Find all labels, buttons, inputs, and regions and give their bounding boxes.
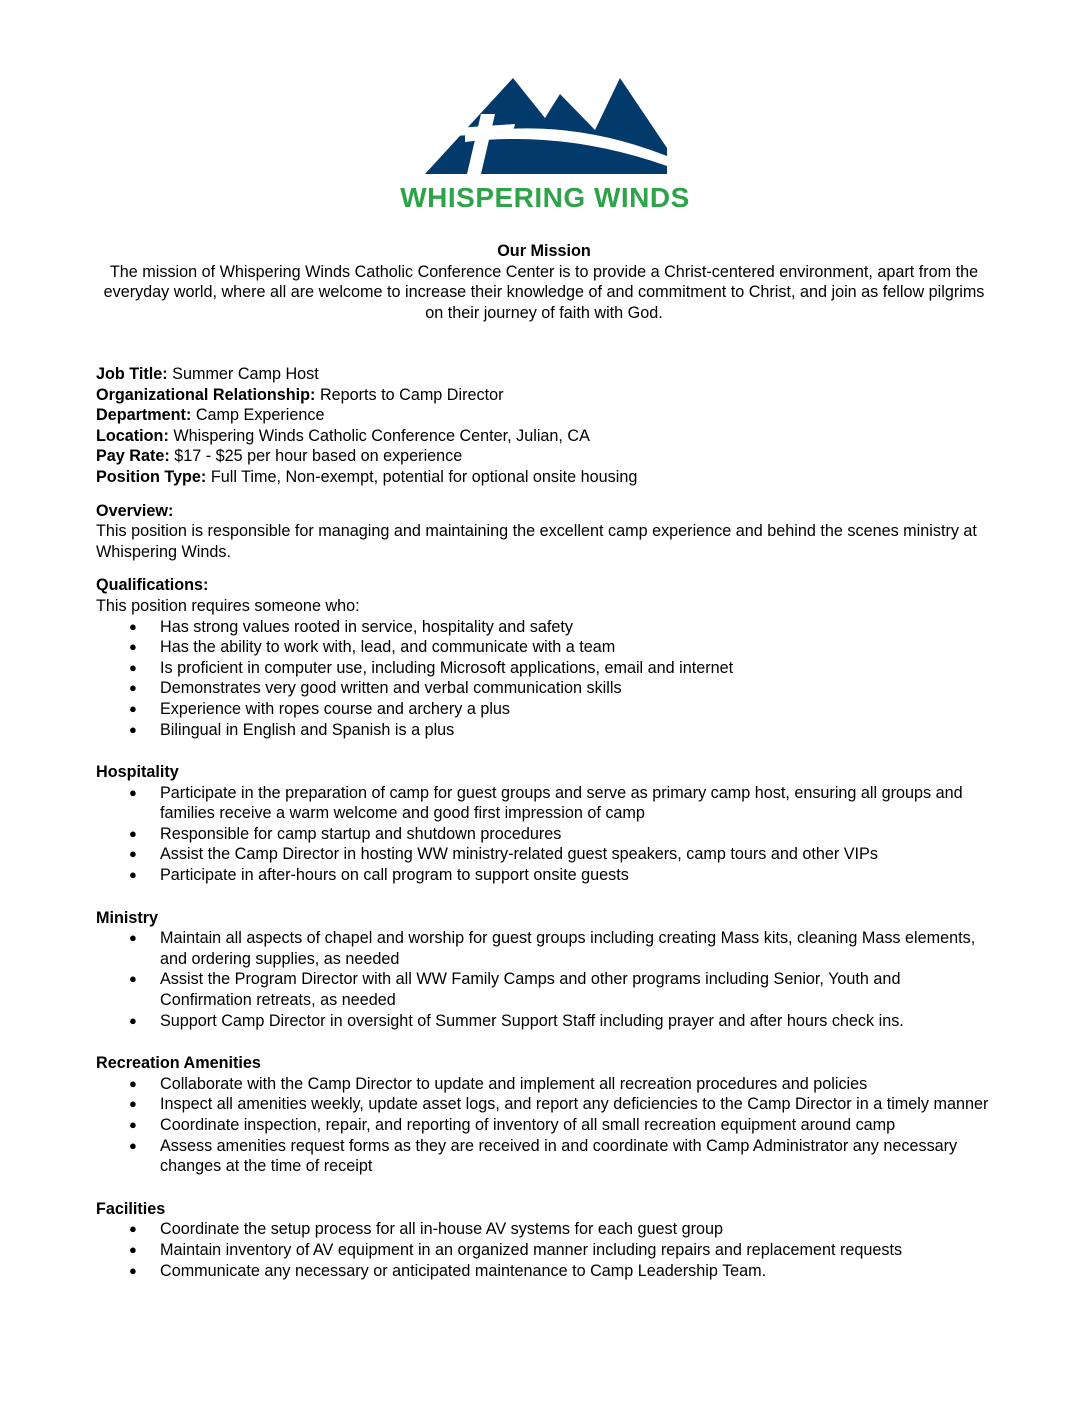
list-item-text: Assess amenities request forms as they are received in and coordinate with Camp Administrator any necessary changes at the time of receipt (160, 1136, 958, 1176)
job-fields (96, 364, 996, 488)
field-label: Job Title: (96, 365, 168, 383)
bullet-icon: ● (129, 1012, 137, 1028)
bullet-icon: ● (129, 971, 137, 987)
list-item (96, 1261, 996, 1282)
list-item-text: Demonstrates very good written and verbal communication skills (160, 679, 622, 698)
qualifications-title: Qualifications: (96, 576, 209, 595)
list-item-text: Bilingual in English and Spanish is a plus (160, 720, 455, 739)
list-item-text: Assist the Program Director with all WW Family Camps and other programs including Senior, Youth and Confirmation retreats, as needed (160, 970, 901, 1010)
bullet-icon: ● (129, 846, 137, 862)
bullet-icon: ● (129, 1241, 137, 1257)
list-item-text: Has strong values rooted in service, hospitality and safety (160, 617, 573, 636)
list-item (96, 844, 996, 865)
list-item-text: Support Camp Director in oversight of Summer Support Staff including prayer and after hours check ins. (160, 1011, 904, 1030)
field-label: Department: (96, 406, 192, 425)
field-value: Reports to Camp Director (315, 385, 504, 404)
overview-body: This position is responsible for managing and maintaining the excellent camp experience and behind the scenes ministry at Whispering Winds. (96, 522, 977, 561)
ministry-list (96, 928, 996, 1031)
bullet-icon: ● (129, 1221, 137, 1237)
list-item (96, 1240, 996, 1261)
list-item (96, 658, 996, 679)
list-item (96, 617, 996, 638)
field-value: Camp Experience (191, 406, 325, 425)
list-item-text: Coordinate inspection, repair, and reporting of inventory of all small recreation equipment around camp (160, 1116, 896, 1134)
list-item-text: Participate in after-hours on call program to support onsite guests (160, 866, 629, 885)
list-item (96, 1115, 996, 1136)
qualifications-list (96, 617, 996, 741)
field-value: Full Time, Non-exempt, potential for optional onsite housing (206, 467, 638, 486)
field-department (96, 405, 996, 426)
list-item (96, 678, 996, 699)
ministry-title: Ministry (96, 908, 159, 927)
bullet-icon: ● (129, 680, 137, 696)
overview-title: Overview: (96, 501, 174, 520)
mission-body: The mission of Whispering Winds Catholic Conference Center is to provide a Christ-centered environment, apart from the everyday world, where all are welcome to increase their knowledge of and commitment to Christ, and join as fellow pilgrims on their journey of faith with God. (103, 262, 985, 322)
bullet-icon: ● (129, 721, 137, 737)
list-item-text: Is proficient in computer use, including Microsoft applications, email and internet (160, 658, 734, 677)
bullet-icon: ● (129, 867, 137, 883)
field-pay-rate (96, 446, 996, 467)
list-item-text: Assist the Camp Director in hosting WW ministry-related guest speakers, camp tours and other VIPs (160, 845, 878, 864)
recreation-list (96, 1074, 996, 1177)
list-item (96, 783, 996, 824)
facilities-list (96, 1219, 996, 1281)
overview-section (96, 501, 996, 563)
field-organizational-relationship (96, 385, 996, 406)
bullet-icon: ● (129, 930, 137, 946)
bullet-icon: ● (129, 825, 137, 841)
qualifications-section (96, 575, 996, 740)
hospitality-title: Hospitality (96, 763, 179, 782)
field-job-title (96, 364, 996, 385)
bullet-icon: ● (129, 659, 137, 675)
field-label: Location: (96, 426, 169, 445)
recreation-section (96, 1053, 996, 1177)
list-item (96, 1219, 996, 1240)
field-value: Whispering Winds Catholic Conference Center, Julian, CA (168, 426, 590, 445)
list-item-text: Maintain inventory of AV equipment in an organized manner including repairs and replacement requests (160, 1240, 903, 1259)
ministry-section (96, 908, 996, 1032)
facilities-section (96, 1199, 996, 1281)
recreation-title: Recreation Amenities (96, 1054, 261, 1073)
list-item-text: Collaborate with the Camp Director to update and implement all recreation procedures and policies (160, 1074, 868, 1093)
list-item (96, 928, 996, 969)
bullet-icon: ● (129, 1096, 137, 1112)
field-value: $17 - $25 per hour based on experience (169, 447, 463, 466)
list-item-text: Participate in the preparation of camp for guest groups and serve as primary camp host, ensuring all groups and families receive a warm welcome and good first impression of camp (160, 783, 963, 823)
list-item-text: Maintain all aspects of chapel and worship for guest groups including creating Mass kits, cleaning Mass elements, and ordering supplies, as needed (160, 929, 976, 968)
whispering-winds-logo (395, 74, 695, 218)
field-location (96, 426, 996, 447)
list-item (96, 1011, 996, 1032)
bullet-icon: ● (129, 1262, 137, 1278)
list-item (96, 1094, 996, 1115)
list-item-text: Inspect all amenities weekly, update asset logs, and report any deficiencies to the Camp Director in a timely manner (160, 1095, 989, 1114)
list-item (96, 865, 996, 886)
bullet-icon: ● (129, 618, 137, 634)
list-item (96, 824, 996, 845)
field-label: Position Type: (96, 467, 207, 486)
list-item (96, 969, 996, 1010)
job-description (96, 364, 996, 1281)
bullet-icon: ● (129, 1117, 137, 1132)
field-label: Organizational Relationship: (96, 385, 316, 404)
logo-wordmark: WHISPERING WINDS (400, 182, 690, 213)
list-item-text: Coordinate the setup process for all in-house AV systems for each guest group (160, 1220, 723, 1239)
list-item-text: Has the ability to work with, lead, and communicate with a team (160, 638, 616, 657)
mission-section (96, 241, 992, 323)
bullet-icon: ● (129, 700, 137, 716)
list-item-text: Experience with ropes course and archery a plus (160, 699, 511, 718)
list-item-text: Responsible for camp startup and shutdown procedures (160, 824, 562, 843)
bullet-icon: ● (129, 1137, 137, 1153)
list-item (96, 699, 996, 720)
field-value: Summer Camp Host (167, 365, 319, 383)
list-item (96, 1074, 996, 1095)
list-item (96, 720, 996, 741)
qualifications-intro: This position requires someone who: (96, 596, 360, 615)
bullet-icon: ● (129, 639, 137, 655)
list-item (96, 637, 996, 658)
list-item (96, 1136, 996, 1177)
list-item-text: Communicate any necessary or anticipated maintenance to Camp Leadership Team. (160, 1261, 767, 1280)
facilities-title: Facilities (96, 1199, 166, 1218)
bullet-icon: ● (129, 1075, 137, 1091)
mission-title: Our Mission (497, 242, 591, 260)
field-position-type (96, 467, 996, 488)
bullet-icon: ● (129, 784, 137, 800)
hospitality-list (96, 783, 996, 886)
mountain-cross-icon (395, 74, 695, 184)
field-label: Pay Rate: (96, 447, 170, 466)
hospitality-section (96, 762, 996, 886)
